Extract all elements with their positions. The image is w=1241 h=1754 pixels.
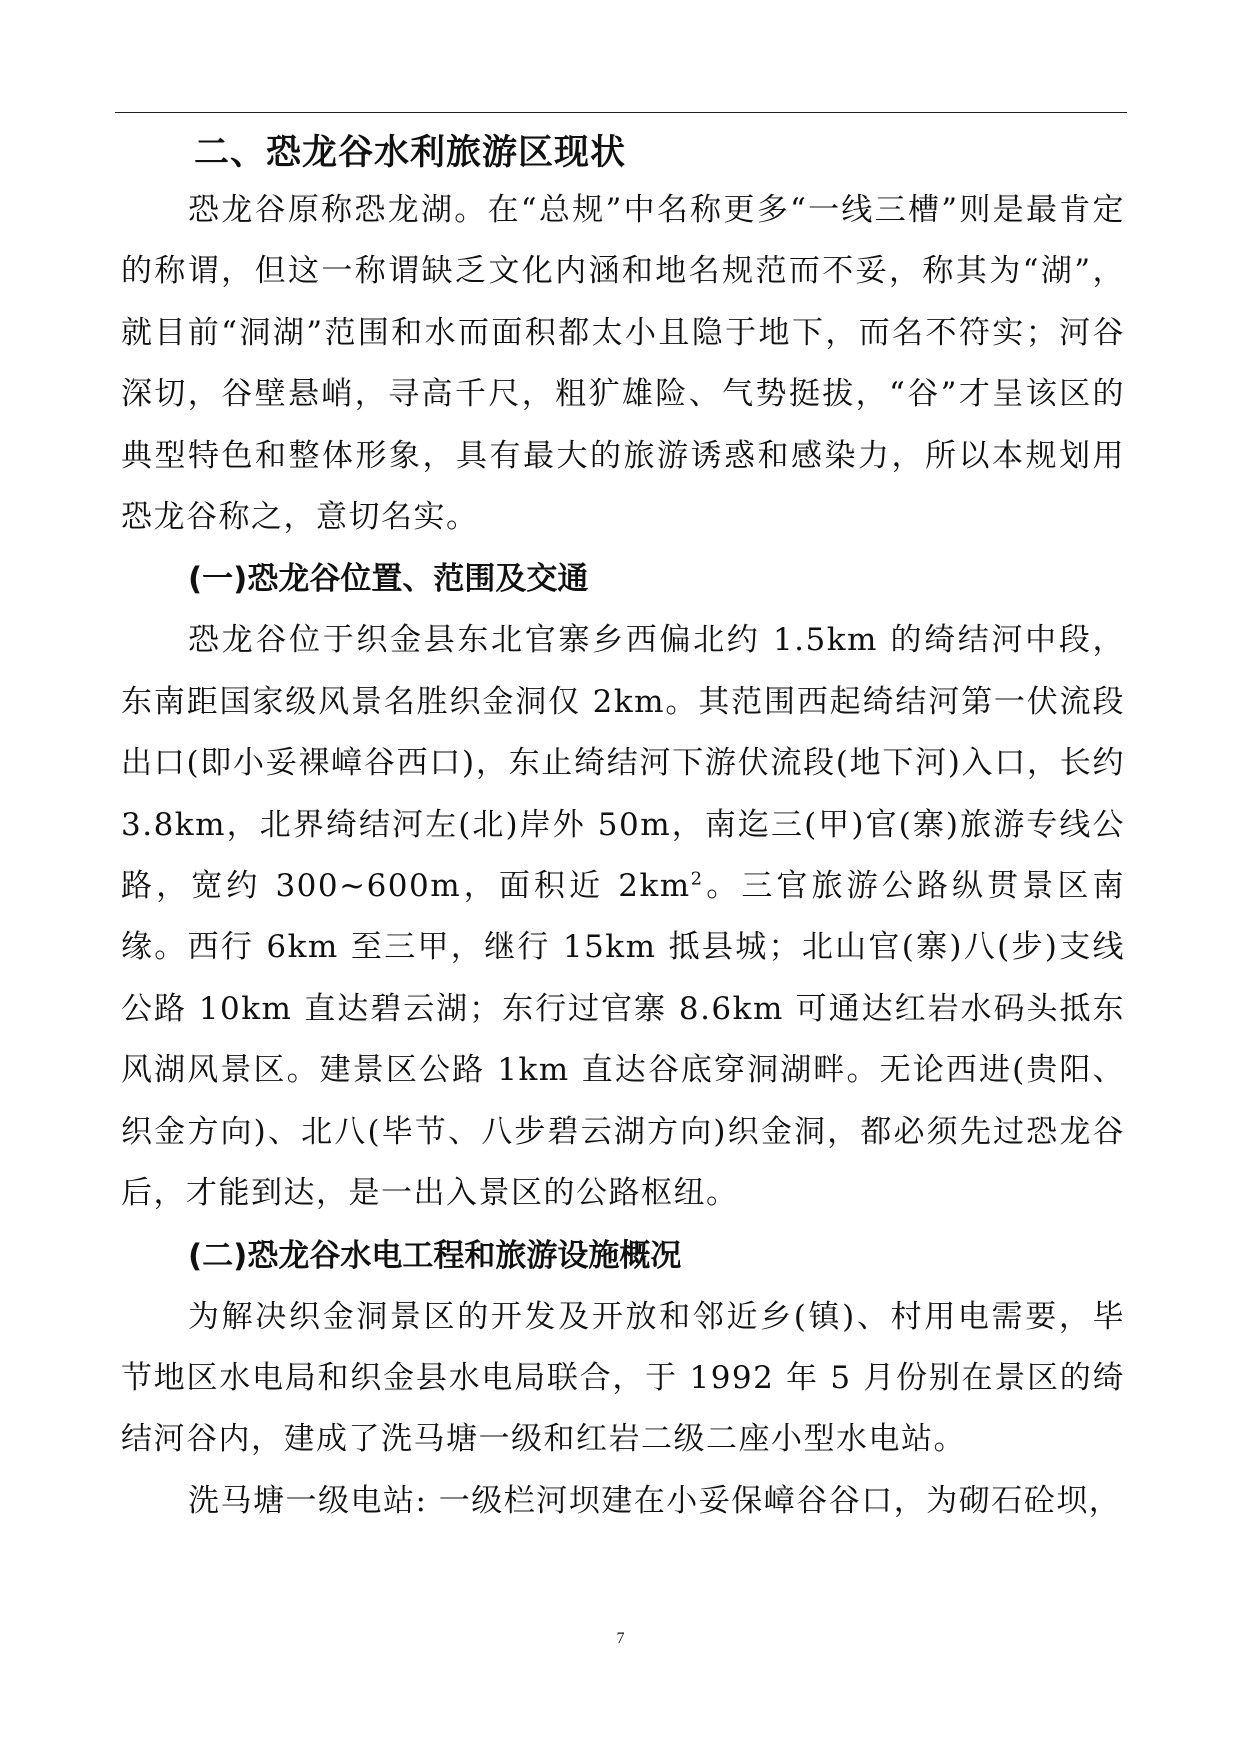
page-content — [121, 126, 1125, 1532]
location-text-part1: 恐龙谷位于织金县东北官寨乡西偏北约 1.5km 的绮结河中段，东南距国家级风景名胜织金洞仅 2km。其范围西起绮结河第一伏流段出口(即小妥裸嶂谷西口)，东止绮结河下游伏流段(地下河)入口，长约 3.8km，北界绮结河左(北)岸外 50m，南迄三(甲)官(寨)旅游专线公路，宽约 300~600m，面积近 2km — [121, 622, 1125, 905]
subsection-1-heading: (一)恐龙谷位置、范围及交通 — [188, 561, 589, 598]
location-paragraph — [121, 610, 1125, 1224]
location-text-part2: 。三官旅游公路纵贯景区南缘。西行 6km 至三甲，继行 15km 抵县城；北山官(寨)八(步)支线公路 10km 直达碧云湖；东行过官寨 8.6km 可通达红岩水码头抵东风湖风景区。建景区公路 1km 直达谷底穿洞湖畔。无论西进(贵阳、织金方向)、北八(毕节、八步碧云湖方向)织金洞，都必须先过恐龙谷后，才能到达，是一出入景区的公路枢纽。 — [121, 868, 1125, 1212]
subsection-2-heading: (二)恐龙谷水电工程和旅游设施概况 — [188, 1237, 682, 1274]
page-number: 7 — [616, 1630, 625, 1647]
intro-paragraph: 恐龙谷原称恐龙湖。在“总规”中名称更多“一线三槽”则是最肯定的称谓，但这一称谓缺乏文化内涵和地名规范而不妥，称其为“湖”，就目前“洞湖”范围和水而面积都太小且隐于地下，而名不符实；河谷深切，谷壁悬峭，寻高千尺，粗犷雄险、气势挺拔，“谷”才呈该区的典型特色和整体形象，具有最大的旅游诱惑和感染力，所以本规划用恐龙谷称之，意切名实。 — [121, 192, 1125, 536]
section-heading: 二、恐龙谷水利旅游区现状 — [194, 133, 627, 173]
xima-station-paragraph: 洗马塘一级电站: 一级栏河坝建在小妥保嶂谷谷口，为砌石砼坝， — [188, 1482, 1122, 1519]
hydropower-paragraph: 为解决织金洞景区的开发及开放和邻近乡(镇)、村用电需要，毕节地区水电局和织金县水电局联合，于 1992 年 5 月份别在景区的绮结河谷内，建成了洗马塘一级和红岩二级二座小型水电站。 — [121, 1298, 1125, 1458]
area-superscript: 2 — [690, 868, 704, 890]
header-rule — [115, 112, 1127, 113]
